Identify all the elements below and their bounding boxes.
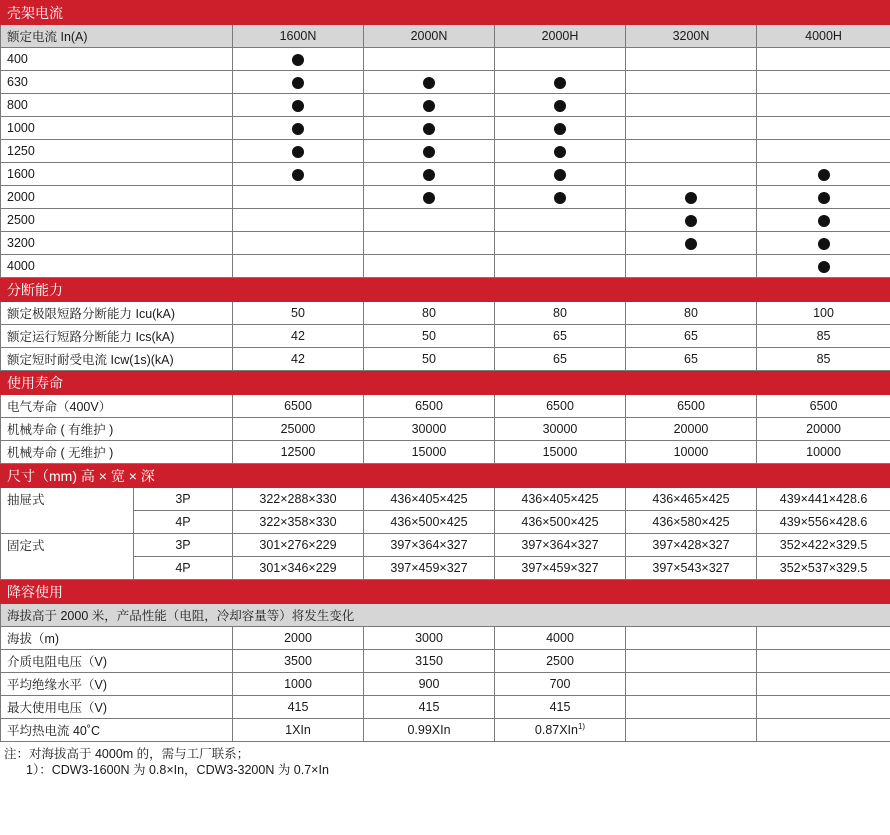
- value-cell: 80: [495, 302, 626, 325]
- value-cell: 50: [233, 302, 364, 325]
- value-cell: 6500: [364, 395, 495, 418]
- mark-cell: [626, 48, 757, 71]
- row-label: 1000: [1, 117, 233, 140]
- frame-rows: [1, 48, 890, 278]
- row-label: 4000: [1, 255, 233, 278]
- mark-cell: [495, 117, 626, 140]
- row-label: 1250: [1, 140, 233, 163]
- value-cell: 439×556×428.6: [757, 511, 890, 534]
- breaking-capacity-row: [1, 325, 890, 348]
- section-header-frame: [1, 1, 890, 25]
- header-label: 额定电流 In(A): [1, 25, 233, 48]
- value-cell: 436×500×425: [495, 511, 626, 534]
- mark-cell: [364, 232, 495, 255]
- mark-cell: [233, 163, 364, 186]
- mark-cell: [495, 209, 626, 232]
- pole-cell: 4P: [134, 511, 233, 534]
- available-dot-icon: [292, 100, 304, 112]
- value-cell: 2000: [233, 627, 364, 650]
- value-cell: 397×459×327: [364, 557, 495, 580]
- mark-cell: [233, 94, 364, 117]
- section-header-derating: [1, 580, 890, 604]
- row-label: 介质电阻电压（V): [1, 650, 233, 673]
- rated-current-row: [1, 255, 890, 278]
- mark-cell: [626, 186, 757, 209]
- mark-cell: [757, 255, 890, 278]
- row-label: 平均绝缘水平（V): [1, 673, 233, 696]
- pole-cell: 3P: [134, 534, 233, 557]
- value-cell: 0.99XIn: [364, 719, 495, 742]
- value-cell: 900: [364, 673, 495, 696]
- value-cell: [626, 650, 757, 673]
- mark-cell: [626, 255, 757, 278]
- footnote-line: 注：对海拔高于 4000m 的，需与工厂联系；: [4, 747, 250, 761]
- section-header-breaking: [1, 278, 890, 302]
- value-cell: 352×537×329.5: [757, 557, 890, 580]
- value-cell: 3000: [364, 627, 495, 650]
- value-cell: 50: [364, 348, 495, 371]
- group-label: 固定式: [1, 534, 134, 557]
- mark-cell: [757, 140, 890, 163]
- value-cell: 6500: [233, 395, 364, 418]
- rated-current-row: [1, 71, 890, 94]
- value-cell: 15000: [364, 441, 495, 464]
- dimension-row: [1, 534, 890, 557]
- rated-current-row: [1, 232, 890, 255]
- mark-cell: [757, 117, 890, 140]
- value-cell: 80: [364, 302, 495, 325]
- value-cell: 42: [233, 325, 364, 348]
- value-cell: 397×364×327: [495, 534, 626, 557]
- value-cell: 20000: [626, 418, 757, 441]
- available-dot-icon: [685, 192, 697, 204]
- mark-cell: [364, 163, 495, 186]
- value-cell: [757, 719, 890, 742]
- value-cell: 0.87XIn$^{1)}$: [495, 719, 626, 742]
- rated-current-row: [1, 48, 890, 71]
- dimension-row: [1, 511, 890, 534]
- value-cell: [626, 627, 757, 650]
- value-cell: 65: [495, 325, 626, 348]
- group-label: 抽屉式: [1, 488, 134, 511]
- column-header: 1600N: [233, 25, 364, 48]
- value-cell: 439×441×428.6: [757, 488, 890, 511]
- mark-cell: [364, 186, 495, 209]
- mark-cell: [626, 117, 757, 140]
- breaking-capacity-row: [1, 348, 890, 371]
- value-cell: 397×364×327: [364, 534, 495, 557]
- value-cell: 436×405×425: [364, 488, 495, 511]
- section-title: 尺寸（mm) 高 × 宽 × 深: [1, 464, 890, 488]
- mark-cell: [364, 140, 495, 163]
- row-label: 2500: [1, 209, 233, 232]
- mark-cell: [495, 94, 626, 117]
- mark-cell: [364, 48, 495, 71]
- mark-cell: [233, 209, 364, 232]
- value-cell: 2500: [495, 650, 626, 673]
- derating-row: [1, 650, 890, 673]
- mark-cell: [364, 71, 495, 94]
- value-cell: [757, 696, 890, 719]
- value-cell: 1XIn: [233, 719, 364, 742]
- available-dot-icon: [292, 123, 304, 135]
- dimension-rows: [1, 488, 890, 580]
- mark-cell: [495, 255, 626, 278]
- value-cell: 436×405×425: [495, 488, 626, 511]
- value-cell: 436×500×425: [364, 511, 495, 534]
- row-label: 机械寿命 ( 无维护 ): [1, 441, 233, 464]
- value-cell: 415: [495, 696, 626, 719]
- mark-cell: [495, 232, 626, 255]
- rated-current-row: [1, 140, 890, 163]
- value-cell: 3150: [364, 650, 495, 673]
- thermal-current-row: [1, 719, 890, 742]
- column-header-row: [1, 25, 890, 48]
- service-life-row: [1, 418, 890, 441]
- value-cell: 25000: [233, 418, 364, 441]
- available-dot-icon: [818, 215, 830, 227]
- mark-cell: [495, 48, 626, 71]
- value-cell: 352×422×329.5: [757, 534, 890, 557]
- value-cell: 20000: [757, 418, 890, 441]
- mark-cell: [626, 209, 757, 232]
- value-cell: 6500: [626, 395, 757, 418]
- value-cell: 6500: [757, 395, 890, 418]
- value-cell: 301×346×229: [233, 557, 364, 580]
- value-cell: 100: [757, 302, 890, 325]
- row-label: 1600: [1, 163, 233, 186]
- derating-note-row: [1, 604, 890, 627]
- service-life-row: [1, 395, 890, 418]
- available-dot-icon: [554, 169, 566, 181]
- mark-cell: [364, 255, 495, 278]
- mark-cell: [626, 94, 757, 117]
- value-cell: 42: [233, 348, 364, 371]
- available-dot-icon: [818, 261, 830, 273]
- available-dot-icon: [685, 215, 697, 227]
- value-cell: 65: [626, 348, 757, 371]
- mark-cell: [233, 255, 364, 278]
- mark-cell: [495, 163, 626, 186]
- row-label: 机械寿命 ( 有维护 ): [1, 418, 233, 441]
- available-dot-icon: [818, 238, 830, 250]
- available-dot-icon: [423, 100, 435, 112]
- available-dot-icon: [685, 238, 697, 250]
- rated-current-row: [1, 209, 890, 232]
- mark-cell: [626, 163, 757, 186]
- footnote-line: 1）：CDW3-1600N 为 0.8×In，CDW3-3200N 为 0.7×In: [26, 763, 329, 777]
- dimension-row: [1, 557, 890, 580]
- value-cell: [626, 673, 757, 696]
- section-header-dimensions: [1, 464, 890, 488]
- value-cell: 80: [626, 302, 757, 325]
- value-cell: 322×288×330: [233, 488, 364, 511]
- rated-current-row: [1, 117, 890, 140]
- mark-cell: [233, 140, 364, 163]
- mark-cell: [364, 94, 495, 117]
- mark-cell: [757, 94, 890, 117]
- value-cell: [757, 627, 890, 650]
- dimension-row: [1, 488, 890, 511]
- mark-cell: [233, 232, 364, 255]
- mark-cell: [364, 117, 495, 140]
- value-cell: 1000: [233, 673, 364, 696]
- mark-cell: [626, 140, 757, 163]
- rated-current-row: [1, 94, 890, 117]
- derating-note: 海拔高于 2000 米，产品性能（电阻，冷却容量等）将发生变化: [1, 604, 890, 627]
- pole-cell: 3P: [134, 488, 233, 511]
- value-cell: 10000: [757, 441, 890, 464]
- row-label: 额定短时耐受电流 Icw(1s)(kA): [1, 348, 233, 371]
- value-cell: 10000: [626, 441, 757, 464]
- mark-cell: [757, 186, 890, 209]
- footnote-mark: 1): [577, 721, 586, 731]
- row-label: 400: [1, 48, 233, 71]
- column-header: 3200N: [626, 25, 757, 48]
- mark-cell: [495, 71, 626, 94]
- value-cell: 415: [364, 696, 495, 719]
- rated-current-row: [1, 186, 890, 209]
- value-cell: 12500: [233, 441, 364, 464]
- row-label: 630: [1, 71, 233, 94]
- mark-cell: [757, 209, 890, 232]
- section-title: 壳架电流: [1, 1, 890, 25]
- section-title: 分断能力: [1, 278, 890, 302]
- row-label: 平均热电流 40˚C: [1, 719, 233, 742]
- mark-cell: [626, 71, 757, 94]
- available-dot-icon: [554, 123, 566, 135]
- mark-cell: [364, 209, 495, 232]
- column-header: 2000H: [495, 25, 626, 48]
- rated-current-row: [1, 163, 890, 186]
- row-label: 3200: [1, 232, 233, 255]
- available-dot-icon: [554, 100, 566, 112]
- derating-row: [1, 627, 890, 650]
- mark-cell: [233, 71, 364, 94]
- available-dot-icon: [818, 192, 830, 204]
- column-header: 4000H: [757, 25, 890, 48]
- value-cell: 30000: [364, 418, 495, 441]
- available-dot-icon: [423, 192, 435, 204]
- available-dot-icon: [818, 169, 830, 181]
- mark-cell: [233, 186, 364, 209]
- available-dot-icon: [292, 169, 304, 181]
- available-dot-icon: [292, 146, 304, 158]
- value-cell: 397×459×327: [495, 557, 626, 580]
- value-cell: 397×428×327: [626, 534, 757, 557]
- available-dot-icon: [423, 146, 435, 158]
- mark-cell: [757, 232, 890, 255]
- value-cell: 700: [495, 673, 626, 696]
- row-label: 2000: [1, 186, 233, 209]
- column-header: 2000N: [364, 25, 495, 48]
- derating-rows: [1, 627, 890, 719]
- available-dot-icon: [554, 77, 566, 89]
- section-title: 使用寿命: [1, 371, 890, 395]
- mark-cell: [626, 232, 757, 255]
- value-cell: [626, 696, 757, 719]
- section-header-life: [1, 371, 890, 395]
- value-cell: 415: [233, 696, 364, 719]
- value-cell: 65: [495, 348, 626, 371]
- value-cell: 65: [626, 325, 757, 348]
- available-dot-icon: [554, 192, 566, 204]
- value-cell: 4000: [495, 627, 626, 650]
- available-dot-icon: [423, 169, 435, 181]
- value-cell: 436×465×425: [626, 488, 757, 511]
- group-label-spacer: [1, 511, 134, 534]
- mark-cell: [495, 140, 626, 163]
- row-label: 最大使用电压（V): [1, 696, 233, 719]
- pole-cell: 4P: [134, 557, 233, 580]
- value-cell: 50: [364, 325, 495, 348]
- available-dot-icon: [423, 123, 435, 135]
- row-label: 额定运行短路分断能力 Ics(kA): [1, 325, 233, 348]
- mark-cell: [757, 163, 890, 186]
- value-cell: [626, 719, 757, 742]
- available-dot-icon: [292, 77, 304, 89]
- row-label: 额定极限短路分断能力 Icu(kA): [1, 302, 233, 325]
- mark-cell: [233, 117, 364, 140]
- group-label-spacer: [1, 557, 134, 580]
- breaking-rows: [1, 302, 890, 371]
- derating-row: [1, 673, 890, 696]
- service-life-row: [1, 441, 890, 464]
- derating-row: [1, 696, 890, 719]
- available-dot-icon: [423, 77, 435, 89]
- mark-cell: [233, 48, 364, 71]
- breaking-capacity-row: [1, 302, 890, 325]
- value-cell: 3500: [233, 650, 364, 673]
- available-dot-icon: [554, 146, 566, 158]
- available-dot-icon: [292, 54, 304, 66]
- value-cell: 436×580×425: [626, 511, 757, 534]
- value-cell: 6500: [495, 395, 626, 418]
- value-cell: 322×358×330: [233, 511, 364, 534]
- value-cell: 301×276×229: [233, 534, 364, 557]
- row-label: 800: [1, 94, 233, 117]
- mark-cell: [757, 48, 890, 71]
- row-label: 电气寿命（400V）: [1, 395, 233, 418]
- value-cell: 15000: [495, 441, 626, 464]
- footnotes: [0, 742, 890, 778]
- mark-cell: [495, 186, 626, 209]
- value-cell: [757, 650, 890, 673]
- section-title: 降容使用: [1, 580, 890, 604]
- value-cell: [757, 673, 890, 696]
- value-cell: 85: [757, 348, 890, 371]
- row-label: 海拔（m): [1, 627, 233, 650]
- mark-cell: [757, 71, 890, 94]
- value-cell: 85: [757, 325, 890, 348]
- value-cell: 30000: [495, 418, 626, 441]
- life-rows: [1, 395, 890, 464]
- value-cell: 397×543×327: [626, 557, 757, 580]
